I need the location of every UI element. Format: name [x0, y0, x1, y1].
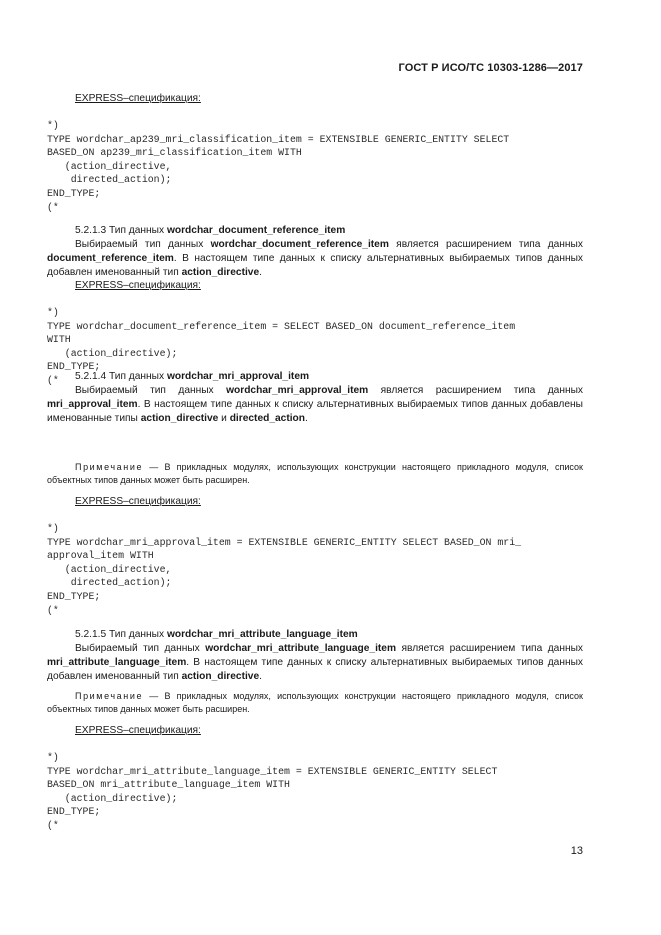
- express-label-text: EXPRESS–спецификация:: [75, 280, 201, 291]
- express-label: [47, 495, 611, 509]
- express-label-text: EXPRESS–спецификация:: [75, 725, 201, 736]
- note-label: Примечание: [75, 462, 144, 472]
- section-paragraph-5214: Выбираемый тип данных wordchar_mri_approval_item является расширением типа данных mri_approval_item. В настоящем типе данных к списку альтернативных выбираемых типов данных добавлены именованные типы action_directive и directed_action.: [47, 385, 583, 425]
- express-code-block: *) TYPE wordchar_mri_approval_item = EXTENSIBLE GENERIC_ENTITY SELECT BASED_ON mri_ approval_item WITH (action_directive, directed_action); END_TYPE; (*: [47, 523, 522, 616]
- note: Примечание — В прикладных модулях, использующих конструкции настоящего прикладного модуля, список объектных типов данных может быть расширен.: [47, 691, 583, 714]
- section-heading-5213: 5.2.1.3 Тип данных wordchar_document_reference_item: [75, 225, 346, 236]
- express-label-text: EXPRESS–спецификация:: [75, 496, 201, 507]
- section-paragraph-5215: Выбираемый тип данных wordchar_mri_attribute_language_item является расширением типа данных mri_attribute_language_item. В настоящем типе данных к списку альтернативных выбираемых типов данных добавлен именованный тип action_directive.: [47, 643, 583, 683]
- express-label-text: EXPRESS–спецификация:: [75, 93, 201, 104]
- express-label: [47, 92, 611, 106]
- note-label: Примечание: [75, 691, 144, 701]
- section-paragraph-5213: Выбираемый тип данных wordchar_document_reference_item является расширением типа данных document_reference_item. В настоящем типе данных к списку альтернативных выбираемых типов данных добавлен именованный тип action_directive.: [47, 239, 583, 279]
- express-label: [47, 279, 611, 293]
- document-header: ГОСТ Р ИСО/ТС 10303-1286—2017: [398, 62, 583, 74]
- page-number: 13: [570, 845, 583, 857]
- section-heading-5214: 5.2.1.4 Тип данных wordchar_mri_approval_item: [75, 371, 310, 382]
- express-code-block: *) TYPE wordchar_document_reference_item = SELECT BASED_ON document_reference_item WITH (action_directive); END_TYPE; (*: [47, 307, 516, 386]
- note: Примечание — В прикладных модулях, использующих конструкции настоящего прикладного модуля, список объектных типов данных может быть расширен.: [47, 462, 583, 485]
- express-code-block: *) TYPE wordchar_mri_attribute_language_item = EXTENSIBLE GENERIC_ENTITY SELECT BASED_ON mri_attribute_language_item WITH (action_directive); END_TYPE; (*: [47, 752, 498, 831]
- express-code-block: *) TYPE wordchar_ap239_mri_classification_item = EXTENSIBLE GENERIC_ENTITY SELECT BASED_ON ap239_mri_classification_item WITH (action_directive, directed_action); END_TYPE; (*: [47, 120, 510, 213]
- section-heading-5215: 5.2.1.5 Тип данных wordchar_mri_attribute_language_item: [75, 629, 358, 640]
- express-label: [47, 724, 611, 738]
